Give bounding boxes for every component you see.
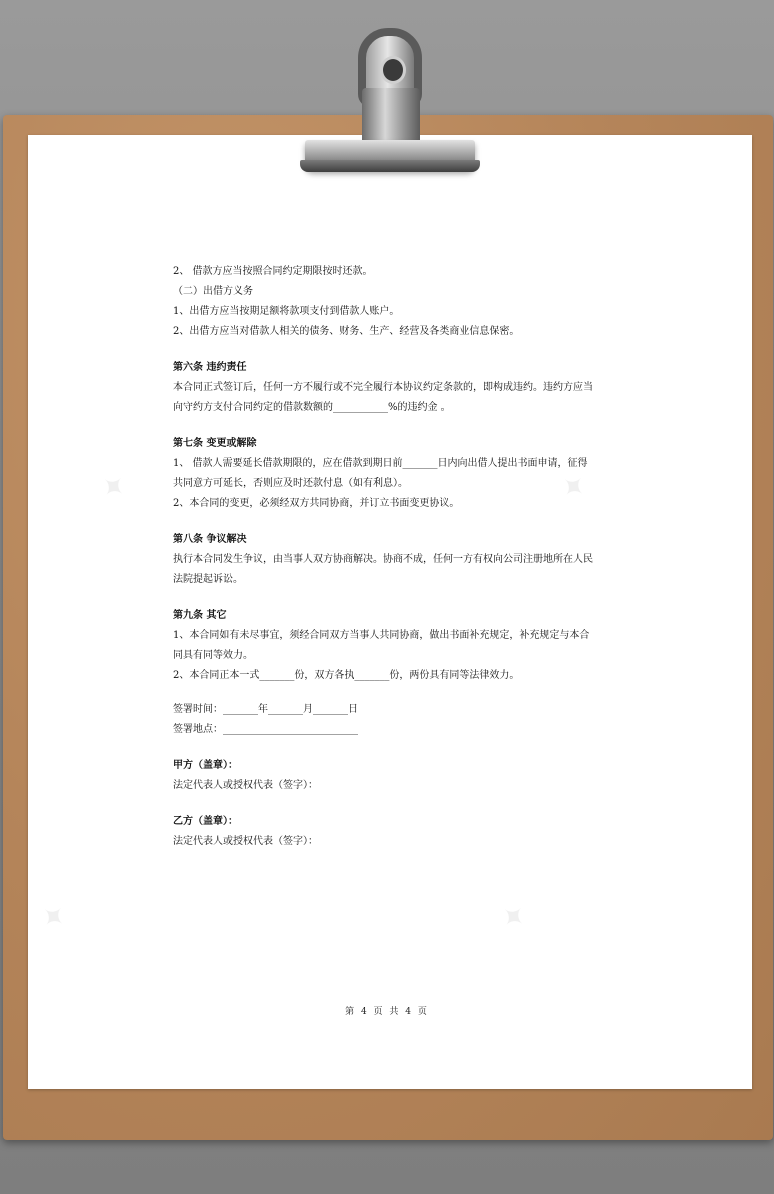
article-6-text: 本合同正式签订后，任何一方不履行或不完全履行本协议约定条款的，即构成违约。违约方应当	[173, 382, 593, 393]
watermark: ✦	[91, 466, 134, 509]
signing-time: 签署时间：_______年_______月_______日	[173, 704, 358, 715]
clip-body	[362, 88, 420, 146]
article-7-heading: 第七条 变更或解除	[173, 438, 257, 449]
party-a-heading: 甲方（盖章）：	[173, 760, 238, 771]
signing-place: 签署地点：___________________________	[173, 724, 358, 735]
article-9-heading: 第九条 其它	[173, 610, 227, 621]
document-body	[173, 262, 605, 852]
article-7-text: 2、本合同的变更，必须经双方共同协商，并订立书面变更协议。	[173, 498, 460, 509]
watermark: ✦	[551, 466, 594, 509]
article-8-heading: 第八条 争议解决	[173, 534, 247, 545]
text-line: 1、出借方应当按期足额将款项支付到借款人账户。	[173, 306, 400, 317]
clip-bar-lip	[300, 160, 480, 172]
party-b-heading: 乙方（盖章）：	[173, 816, 238, 827]
page-footer: 第 4 页 共 4 页	[345, 1007, 429, 1017]
article-9-text: 同具有同等效力。	[173, 650, 253, 661]
article-6-text: 向守约方支付合同约定的借款数额的___________%的违约金 。	[173, 402, 451, 413]
article-9-text: 1、本合同如有未尽事宜，须经合同双方当事人共同协商，做出书面补充规定，补充规定与本合	[173, 630, 590, 641]
text-line: （二）出借方义务	[173, 286, 253, 297]
article-7-text: 1、 借款人需要延长借款期限的，应在借款到期日前_______日内向出借人提出书面申请，征得	[173, 458, 588, 469]
party-b-rep: 法定代表人或授权代表（签字）：	[173, 836, 318, 847]
article-6-heading: 第六条 违约责任	[173, 362, 247, 373]
article-8-text: 法院提起诉讼。	[173, 574, 243, 585]
party-a-rep: 法定代表人或授权代表（签字）：	[173, 780, 318, 791]
watermark: ✦	[31, 896, 74, 939]
article-7-text: 共同意方可延长，否则应及时还款付息（如有利息）。	[173, 478, 408, 489]
watermark: ✦	[491, 896, 534, 939]
article-9-text: 2、本合同正本一式_______份，双方各执_______份，两份具有同等法律效力。	[173, 670, 520, 681]
clip-hole	[380, 56, 406, 84]
article-8-text: 执行本合同发生争议，由当事人双方协商解决。协商不成，任何一方有权向公司注册地所在人民	[173, 554, 593, 565]
text-line: 2、出借方应当对借款人相关的债务、财务、生产、经营及各类商业信息保密。	[173, 326, 520, 337]
text-line: 2、 借款方应当按照合同约定期限按时还款。	[173, 266, 373, 277]
